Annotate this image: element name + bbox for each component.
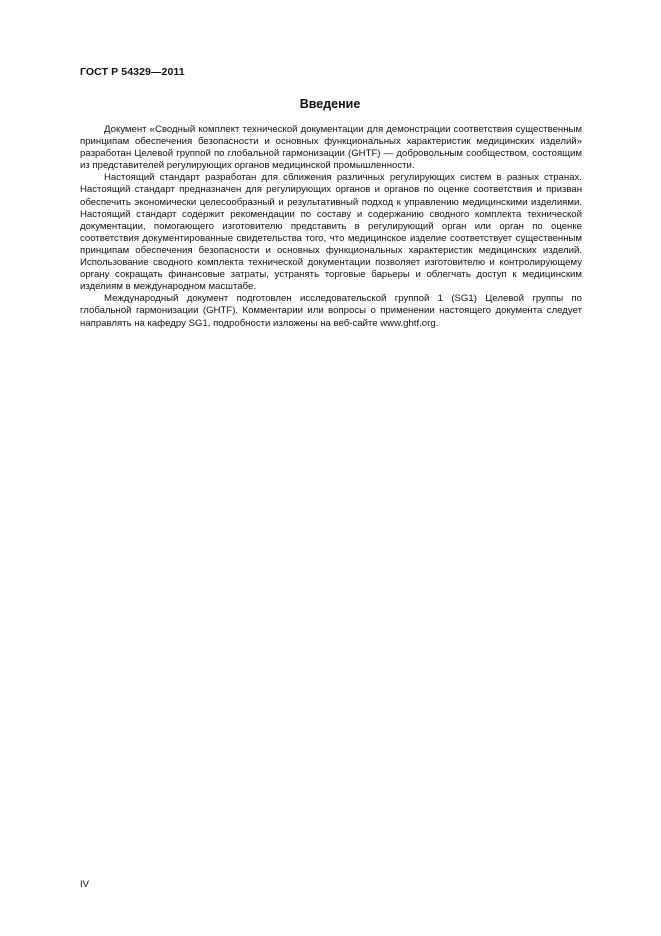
paragraph-2: Настоящий стандарт разработан для сближения различных регулирующих систем в разных странах. Настоящий стандарт предназначен для регулирующих органов и органов по оценке соответствия и призван обеспечить экономически целесообразный и результативный подход к управлению медицинскими изделиями. Настоящий стандарт содержит рекомендации по составу и содержанию сводного комплекта технической документации, помогающего изготовителю представить в регулирующий орган или орган по оценке соответствия документированные свидетельства того, что медицинское изделие соответствует существенным принципам обеспечения безопасности и основных функциональных характеристик медицинских изделий. Использование сводного комплекта технической документации позволяет изготовителю и контролирующему органу сокращать финансовые затраты, устранять торговые барьеры и облегчать доступ к медицинским изделиям в международном масштабе. — [80, 172, 582, 293]
standard-number-header: ГОСТ Р 54329—2011 — [80, 66, 185, 78]
paragraph-3: Международный документ подготовлен исследовательской группой 1 (SG1) Целевой группы по глобальной гармонизации (GHTF). Комментарии или вопросы о применении настоящего документа следует направлять на кафедру SG1, подробности изложены на веб-сайте www.ghtf.org. — [80, 293, 582, 329]
paragraph-1: Документ «Сводный комплект технической документации для демонстрации соответствия существенным принципам обеспечения безопасности и основных функциональных характеристик медицинских изделий» разработан Целевой группой по глобальной гармонизации (GHTF) — добровольным сообществом, состоящим из представителей регулирующих органов медицинской промышленности. — [80, 124, 582, 172]
page-number: IV — [80, 879, 90, 890]
section-body — [80, 124, 582, 330]
section-title: Введение — [299, 97, 361, 111]
